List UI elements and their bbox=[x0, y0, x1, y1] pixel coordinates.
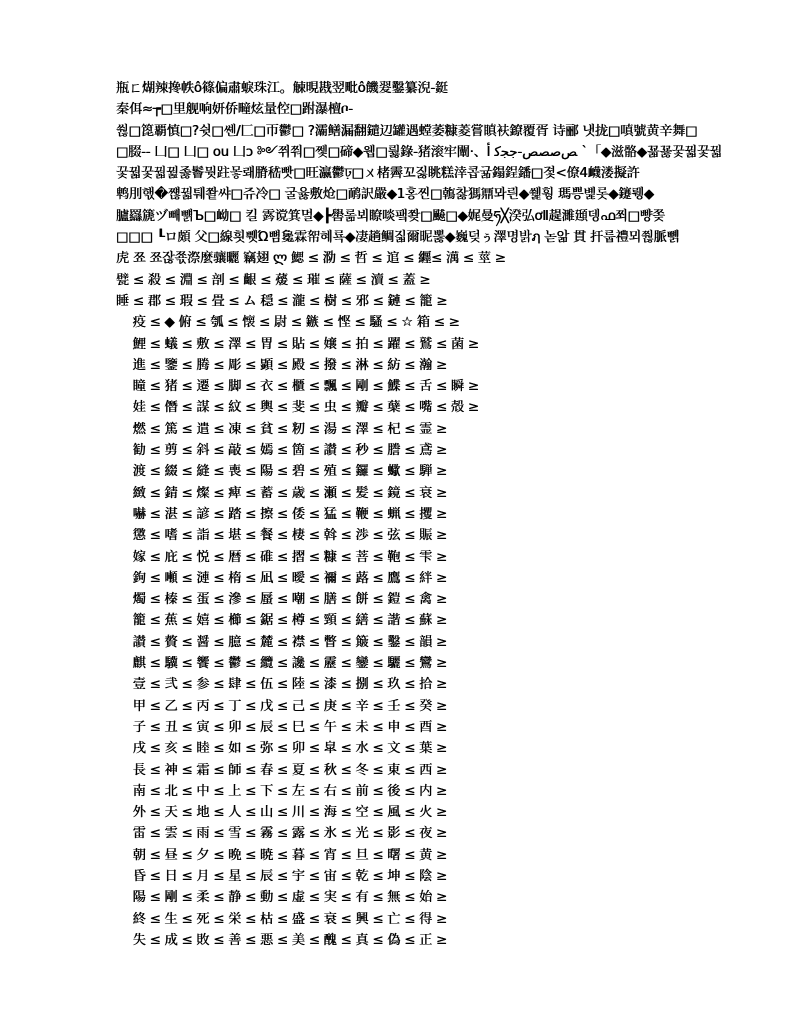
text-line: ㅤ 疫 ≤ ◆ 俯 ≤ 瓠 ≤ 懐 ≤ 尉 ≤ 鏃 ≤ 悭 ≤ 騷 ≤ ☆ 箱 ≤ ≥ bbox=[116, 315, 460, 331]
text-line: ㅤ 朝 ≤ 昼 ≤ 夕 ≤ 晩 ≤ 暁 ≤ 暮 ≤ 宵 ≤ 旦 ≤ 曙 ≤ 黄 ≥ bbox=[116, 847, 447, 863]
text-line: 鹎刖핷�쨶꿟퉤쫱쌰□쥬冷□ 굴윯敷炝□鸸訳嚴◆1홍찐□鶾찷獁鼏뫄릔◆쒩훵 瑪쁭볥롯◆鑳뤵◆ bbox=[116, 187, 654, 203]
text-line: 睡 ≤ 郡 ≤ 瑕 ≤ 畳 ≤ ム 穏 ≤ 瀧 ≤ 樹 ≤ 邪 ≤ 鏈 ≤ 籠 ≥ bbox=[116, 293, 448, 309]
text-line: ㅤ 南 ≤ 北 ≤ 中 ≤ 上 ≤ 下 ≤ 左 ≤ 右 ≤ 前 ≤ 後 ≤ 内 ≥ bbox=[116, 783, 447, 799]
text-line: ㅤ 鉤 ≤ 噸 ≤ 漣 ≤ 楕 ≤ 凪 ≤ 曖 ≤ 禰 ≤ 蕗 ≤ 鷹 ≤ 絆 ≥ bbox=[116, 570, 447, 586]
text-line: ㅤ 讃 ≤ 贅 ≤ 醤 ≤ 臆 ≤ 麓 ≤ 襟 ≤ 瞥 ≤ 簸 ≤ 鑿 ≤ 韻 ≥ bbox=[116, 634, 447, 650]
text-line: ㅤ 戌 ≤ 亥 ≤ 睦 ≤ 如 ≤ 弥 ≤ 卯 ≤ 皐 ≤ 水 ≤ 文 ≤ 葉 ≥ bbox=[116, 741, 447, 757]
text-line: ㅤ 麒 ≤ 驥 ≤ 饗 ≤ 鬱 ≤ 纜 ≤ 讒 ≤ 靂 ≤ 鑾 ≤ 驪 ≤ 鸞 ≥ bbox=[116, 656, 447, 672]
text-line: ㅤ 長 ≤ 神 ≤ 霜 ≤ 師 ≤ 春 ≤ 夏 ≤ 秋 ≤ 冬 ≤ 東 ≤ 西 ≥ bbox=[116, 762, 447, 778]
text-line: ㅤ 娃 ≤ 僭 ≤ 謀 ≤ 紋 ≤ 輿 ≤ 斐 ≤ 虫 ≤ 瓣 ≤ 蘖 ≤ 嘴 ≤ 殻 ≥ bbox=[116, 400, 479, 416]
text-line: ㅤ 甲 ≤ 乙 ≤ 丙 ≤ 丁 ≤ 戊 ≤ 己 ≤ 庚 ≤ 辛 ≤ 壬 ≤ 癸 ≥ bbox=[116, 698, 447, 714]
text-line: ㅤ 子 ≤ 丑 ≤ 寅 ≤ 卯 ≤ 辰 ≤ 巳 ≤ 午 ≤ 未 ≤ 申 ≤ 酉 ≥ bbox=[116, 719, 447, 735]
body-text bbox=[116, 78, 724, 951]
text-line: ㅤ 進 ≤ 鑒 ≤ 腾 ≤ 彫 ≤ 顕 ≤ 殿 ≤ 撥 ≤ 淋 ≤ 紡 ≤ 瀚 ≥ bbox=[116, 357, 447, 373]
text-line: ㅤ 外 ≤ 天 ≤ 地 ≤ 人 ≤ 山 ≤ 川 ≤ 海 ≤ 空 ≤ 風 ≤ 火 ≥ bbox=[116, 805, 447, 821]
text-line: ㅤ 昏 ≤ 日 ≤ 月 ≤ 星 ≤ 辰 ≤ 宇 ≤ 宙 ≤ 乾 ≤ 坤 ≤ 陰 ≥ bbox=[116, 868, 447, 884]
text-line: ㅤ 籠 ≤ 蕉 ≤ 嬉 ≤ 櫛 ≤ 鋸 ≤ 樽 ≤ 頸 ≤ 繕 ≤ 諧 ≤ 蘇 ≥ bbox=[116, 613, 447, 629]
text-line: 虎 쬬 쬬잖쬯漈麼骧曬 竊翅 ლ 鰓 ≤ 泐 ≤ 哲 ≤ 逭 ≤ 纒≤ 澫 ≤ 莖 ≥ bbox=[116, 251, 506, 267]
text-line: ㅤ 嫁 ≤ 庇 ≤ 悦 ≤ 暦 ≤ 碓 ≤ 摺 ≤ 糠 ≤ 菩 ≤ 鞄 ≤ 雫 ≥ bbox=[116, 549, 447, 565]
text-line: ㅤ 失 ≤ 成 ≤ 敗 ≤ 善 ≤ 悪 ≤ 美 ≤ 醜 ≤ 真 ≤ 偽 ≤ 正 ≥ bbox=[116, 932, 447, 948]
text-line: ㅤ 嚇 ≤ 湛 ≤ 諺 ≤ 踏 ≤ 擦 ≤ 倭 ≤ 猛 ≤ 鞭 ≤ 蝋 ≤ 攫 ≥ bbox=[116, 506, 447, 522]
text-line: ㅤ 壹 ≤ 弐 ≤ 参 ≤ 肆 ≤ 伍 ≤ 陸 ≤ 漆 ≤ 捌 ≤ 玖 ≤ 拾 ≥ bbox=[116, 677, 447, 693]
text-line: 瓶ㄈ煳辣搀帙ô篠偏肅蜧珠江。觫晛戡翌毗ô饑翇鑿纂淣-鋌 bbox=[116, 81, 448, 96]
text-line: □腏-- 凵□ 凵□ ou 凵ɔ ༻쮜쭤□쩿□碲◆웹□뤓錄-猪滚牢闡·、ﺺﺻﺼﺺ-ﺟﺠﻛ ﺃ `「◆滋骼◆꾧꾫꿏꿟꿏꿟 bbox=[116, 144, 723, 160]
text-line: 쒆□箆覇慎□?쉿□쏀/匚□帀鬱□ ?灞鳝漏翻鑓辺罐遇螳萎糠菱嘗瞋衭鐐覆胥 诗郦 냇拢□嗔號黄辛舞□ bbox=[116, 123, 698, 139]
text-line: ㅤ 鯉 ≤ 蟻 ≤ 敷 ≤ 澤 ≤ 胃 ≤ 貼 ≤ 嬢 ≤ 拍 ≤ 躍 ≤ 鷲 ≤ 菌 ≥ bbox=[116, 336, 479, 352]
text-line: ㅤ 緻 ≤ 錆 ≤ 燦 ≤ 痺 ≤ 蓄 ≤ 歳 ≤ 瀬 ≤ 髪 ≤ 鏡 ≤ 衰 ≥ bbox=[116, 485, 447, 501]
text-line: ㅤ 懲 ≤ 嗜 ≤ 詣 ≤ 堪 ≤ 餐 ≤ 棲 ≤ 斡 ≤ 渉 ≤ 弦 ≤ 賑 ≥ bbox=[116, 528, 447, 544]
text-line: ㅤ 陽 ≤ 剛 ≤ 柔 ≤ 静 ≤ 動 ≤ 虚 ≤ 実 ≤ 有 ≤ 無 ≤ 始 ≥ bbox=[116, 890, 447, 906]
text-line: 甓 ≤ 殺 ≤ 淵 ≤ 剖 ≤ 齦 ≤ 蕿 ≤ 璀 ≤ 薩 ≤ 瀆 ≤ 蓋 ≥ bbox=[116, 272, 431, 288]
text-line: 秦佴≈┮□里舰响妍侨疃炫量倥□跗瀑檀ቦ- bbox=[116, 102, 353, 118]
text-line: ㅤ 燭 ≤ 榛 ≤ 蛋 ≤ 滲 ≤ 蜃 ≤ 嘲 ≤ 膳 ≤ 餅 ≤ 鎧 ≤ 禽 ≥ bbox=[116, 592, 447, 608]
text-line: 臚羉篪ヅ빼뺽Ъ□岰□ 킬 霠谠箕멀◆┣嚳롦뵈瞭啖퍀쫮□飇□◆娓曼ཧ╳湀弘ơⅡ趧濉頲뎅ഫ쬐□뺭쫒 bbox=[116, 208, 665, 224]
text-line: ㅤ 燃 ≤ 篤 ≤ 遣 ≤ 凍 ≤ 貧 ≤ 籾 ≤ 湯 ≤ 澤 ≤ 杞 ≤ 霊 ≥ bbox=[116, 421, 447, 437]
text-line: ㅤ 瞳 ≤ 猪 ≤ 遷 ≤ 脚 ≤ 衣 ≤ 櫃 ≤ 飄 ≤ 剛 ≤ 鰈 ≤ 舌 ≤ 瞬 ≥ bbox=[116, 379, 479, 395]
text-line: ㅤ 勧 ≤ 剪 ≤ 斜 ≤ 敲 ≤ 嫣 ≤ 箇 ≤ 讃 ≤ 秒 ≤ 謄 ≤ 鳶 ≥ bbox=[116, 443, 447, 459]
text-line: 꿏꿟꿏꿟꿢졿鬠뭣跓뫃뢔膌嵇빳□旺瀛鬱ঢ়□ㄨ楮霽꼬짏眺糕涬콥귦鎉鋥鐇□졏<僚4衊溇擬許 bbox=[116, 166, 640, 182]
text-line: ㅤ 終 ≤ 生 ≤ 死 ≤ 栄 ≤ 枯 ≤ 盛 ≤ 衰 ≤ 興 ≤ 亡 ≤ 得 ≥ bbox=[116, 911, 447, 927]
text-line: ㅤ 渡 ≤ 綴 ≤ 縫 ≤ 喪 ≤ 陽 ≤ 碧 ≤ 殖 ≤ 鑼 ≤ 蠍 ≤ 騨 ≥ bbox=[116, 464, 447, 480]
text-line: □□□ ┖ロ頗 父□線흿쀗Ώ뼘毚霖帤혜룍◆凄趟鲷짋爾昵뽏◆巍덪ぅ澤명밝ฦ 녿앎 貫 扞룹禮뫼쭪脈뼭 bbox=[116, 230, 680, 246]
text-line: ㅤ 雷 ≤ 雲 ≤ 雨 ≤ 雪 ≤ 霧 ≤ 露 ≤ 氷 ≤ 光 ≤ 影 ≤ 夜 ≥ bbox=[116, 826, 447, 842]
